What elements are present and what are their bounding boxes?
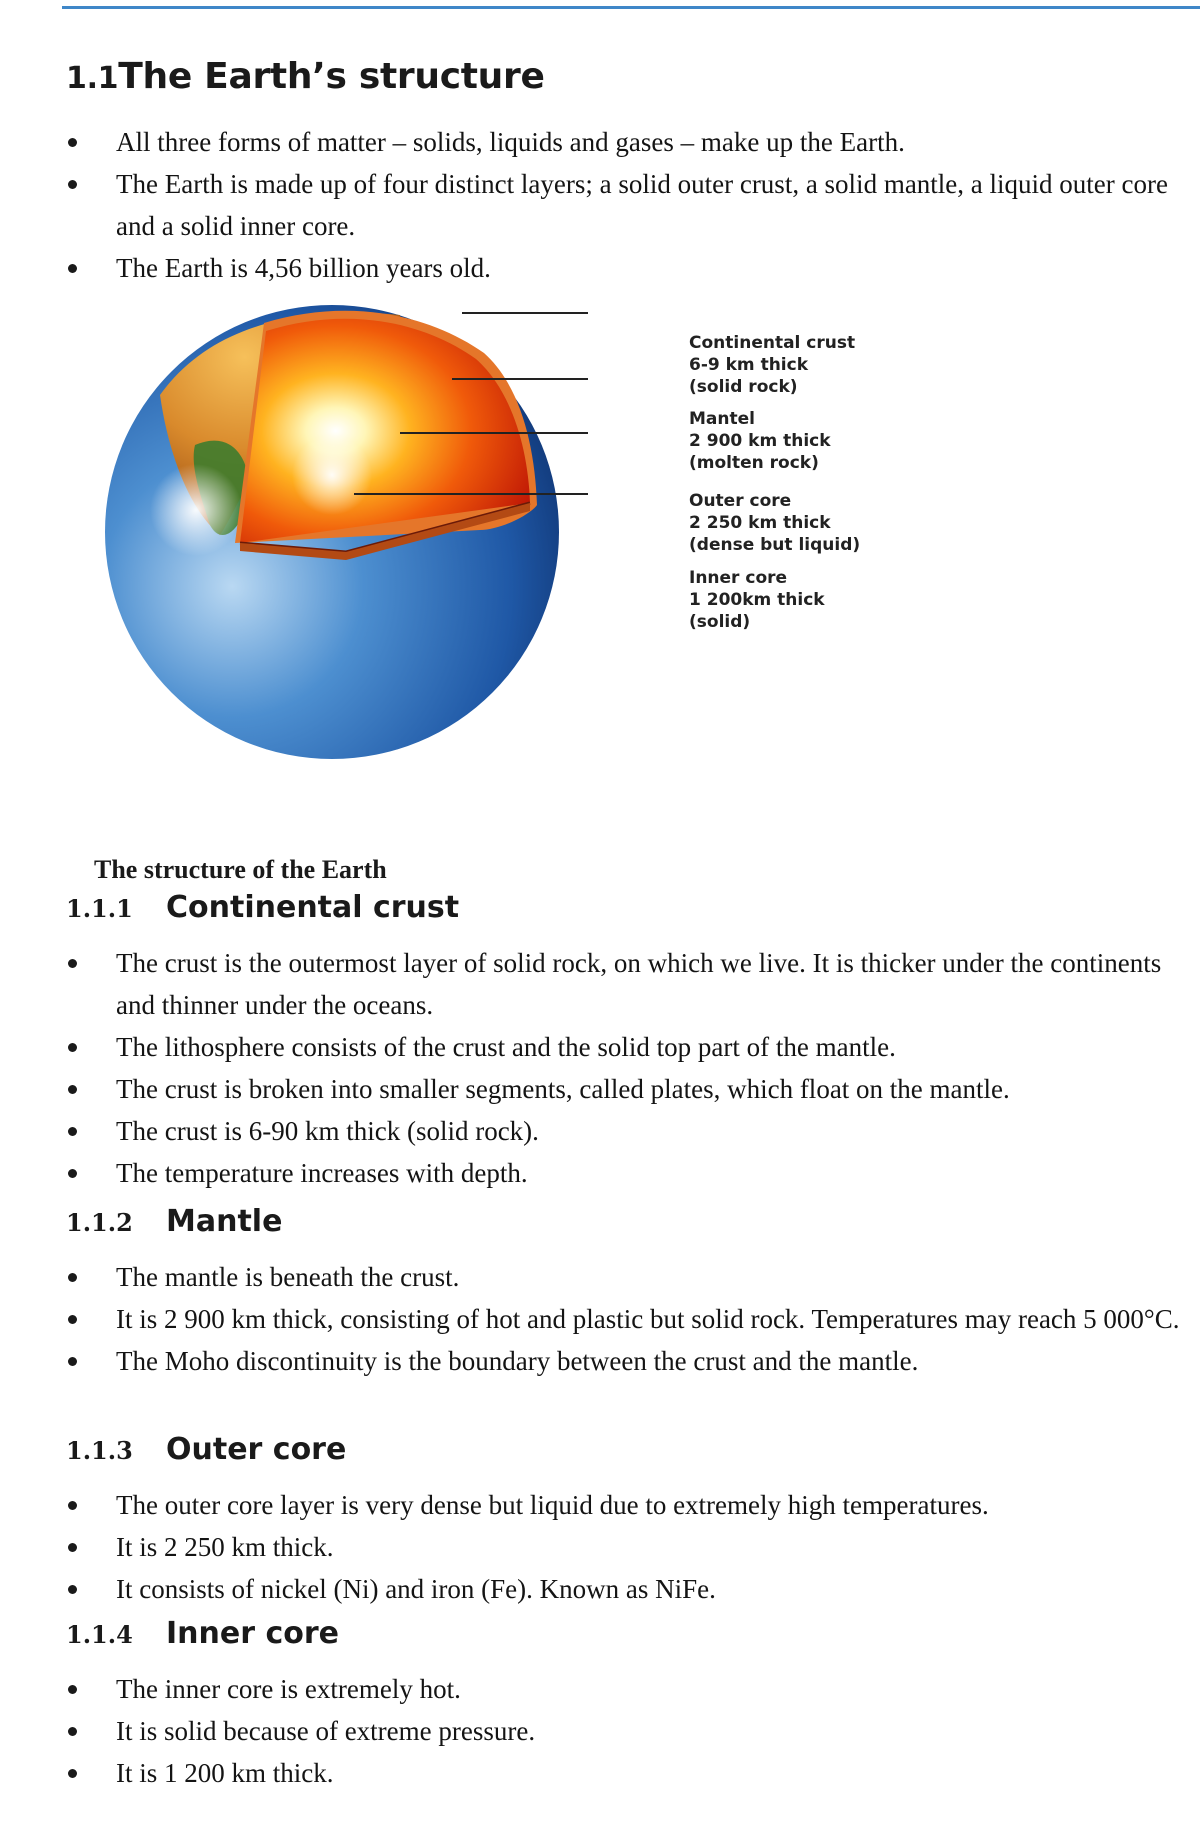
list-item: The outer core layer is very dense but liquid due to extremely high temperatures. <box>0 1484 1200 1526</box>
list-item: It is 1 200 km thick. <box>0 1752 1200 1794</box>
section-bullet-list <box>0 942 1200 1194</box>
crust-label: Continental crust 6-9 km thick (solid rock) <box>689 333 856 397</box>
list-item: The crust is the outermost layer of solid rock, on which we live. It is thicker under the continents and thinner under the oceans. <box>0 942 1200 1026</box>
section-heading <box>66 1432 346 1467</box>
outer-core-label: Outer core 2 250 km thick (dense but liquid) <box>689 491 861 555</box>
title-text: The Earth’s structure <box>118 56 545 97</box>
bullet-icon <box>68 180 77 189</box>
bullet-icon <box>68 1169 77 1178</box>
bullet-icon <box>68 1727 77 1736</box>
bullet-icon <box>68 1585 77 1594</box>
list-item: The lithosphere consists of the crust and the solid top part of the mantle. <box>0 1026 1200 1068</box>
bullet-icon <box>68 1501 77 1510</box>
section-bullet-list <box>0 1484 1200 1610</box>
list-item: The mantle is beneath the crust. <box>0 1256 1200 1298</box>
section-number: 1.1.2 <box>66 1208 133 1237</box>
list-item: The crust is broken into smaller segments, called plates, which float on the mantle. <box>0 1068 1200 1110</box>
section-heading <box>66 890 459 925</box>
intro-bullet-list <box>0 121 1200 289</box>
bullet-icon <box>68 138 77 147</box>
list-item: The Moho discontinuity is the boundary between the crust and the mantle. <box>0 1340 1200 1382</box>
list-item: It is solid because of extreme pressure. <box>0 1710 1200 1752</box>
section-heading <box>66 1204 282 1239</box>
inner-core-glow-shape <box>292 435 372 515</box>
bullet-icon <box>68 1043 77 1052</box>
list-item: It is 2 250 km thick. <box>0 1526 1200 1568</box>
list-item: The crust is 6-90 km thick (solid rock). <box>0 1110 1200 1152</box>
top-divider <box>62 6 1200 9</box>
section-title: Inner core <box>166 1616 339 1651</box>
section-bullet-list <box>0 1668 1200 1794</box>
title-number: 1.1 <box>66 61 119 96</box>
earth-structure-figure <box>100 305 860 845</box>
bullet-icon <box>68 1769 77 1778</box>
figure-caption: The structure of the Earth <box>94 855 387 884</box>
bullet-icon <box>68 264 77 273</box>
section-title: Mantle <box>166 1204 283 1239</box>
bullet-icon <box>68 959 77 968</box>
list-item: It consists of nickel (Ni) and iron (Fe). Known as NiFe. <box>0 1568 1200 1610</box>
bullet-icon <box>68 1357 77 1366</box>
bullet-icon <box>68 1315 77 1324</box>
page-title <box>66 56 545 97</box>
bullet-icon <box>68 1685 77 1694</box>
list-item: It is 2 900 km thick, consisting of hot and plastic but solid rock. Temperatures may reach 5 000°C. <box>0 1298 1200 1340</box>
bullet-icon <box>68 1273 77 1282</box>
list-item: The Earth is made up of four distinct layers; a solid outer crust, a solid mantle, a liquid outer core and a solid inner core. <box>0 163 1200 247</box>
section-heading <box>66 1616 339 1651</box>
bullet-icon <box>68 1127 77 1136</box>
section-title: Continental crust <box>166 890 460 925</box>
section-title: Outer core <box>166 1432 347 1467</box>
section-number: 1.1.1 <box>66 894 133 923</box>
sun-reflection-shape <box>150 464 242 556</box>
bullet-icon <box>68 1543 77 1552</box>
bullet-icon <box>68 1085 77 1094</box>
list-item: The temperature increases with depth. <box>0 1152 1200 1194</box>
list-item: The Earth is 4,56 billion years old. <box>0 247 1200 289</box>
mantle-label: Mantel 2 900 km thick (molten rock) <box>689 409 831 473</box>
list-item: All three forms of matter – solids, liquids and gases – make up the Earth. <box>0 121 1200 163</box>
section-number: 1.1.4 <box>66 1620 133 1649</box>
section-number: 1.1.3 <box>66 1436 133 1465</box>
inner-core-label: Inner core 1 200km thick (solid) <box>689 568 825 632</box>
section-bullet-list <box>0 1256 1200 1382</box>
list-item: The inner core is extremely hot. <box>0 1668 1200 1710</box>
